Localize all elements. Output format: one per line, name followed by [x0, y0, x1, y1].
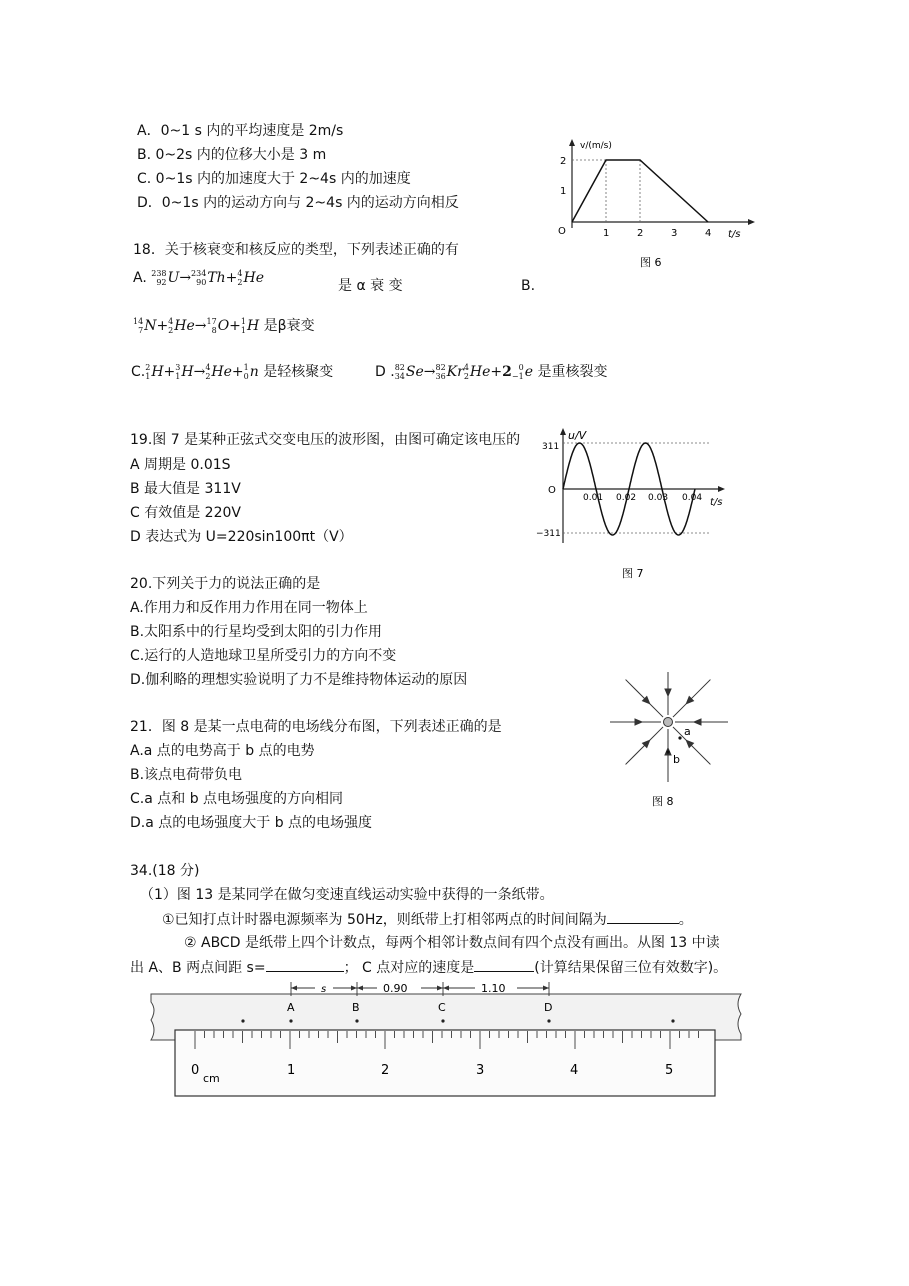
q18-b-desc: 是β衰变	[263, 318, 315, 334]
q19-option-c: C 有效值是 220V	[130, 505, 241, 521]
point-b-label: b	[673, 753, 680, 766]
q19-option-d: D 表达式为 U=220sin100πt（V）	[130, 529, 353, 545]
q19-option-b: B 最大值是 311V	[130, 481, 241, 497]
q17-option-c: C. 0~1s 内的加速度大于 2~4s 内的加速度	[137, 171, 411, 187]
ruler-label-0: 0	[191, 1063, 200, 1078]
q34-sub1	[162, 909, 693, 930]
q21-option-c: C.a 点和 b 点电场强度的方向相同	[130, 791, 344, 807]
q34-sub2b-mid: ； C 点对应的速度是	[343, 960, 475, 976]
q21-option-a: A.a 点的电势高于 b 点的电势	[130, 743, 315, 759]
q18-option-d	[375, 362, 607, 388]
tape-point-a: A	[287, 1001, 295, 1014]
ac-ymax: 311	[542, 442, 560, 452]
ruler-label-4: 4	[570, 1063, 579, 1078]
q19-stem: 19.图 7 是某种正弦式交变电压的波形图，由图可确定该电压的	[130, 432, 521, 448]
q21-stem: 21．图 8 是某一点电荷的电场线分布图，下列表述正确的是	[130, 719, 502, 735]
ruler-unit: cm	[203, 1072, 220, 1085]
q34-part1: （1）图 13 是某同学在做匀变速直线运动实验中获得的一条纸带。	[140, 887, 554, 903]
figure-6-caption: 图 6	[640, 256, 662, 269]
vt-xtick-2: 2	[637, 228, 644, 239]
point-charge	[664, 718, 673, 727]
vt-xtick-4: 4	[705, 228, 712, 239]
q18-option-c	[131, 362, 333, 388]
ruler-label-3: 3	[476, 1063, 485, 1078]
field-line-arrow	[665, 689, 671, 696]
field-line	[673, 680, 710, 717]
ac-xtick-4: 0.04	[682, 493, 703, 503]
q34-sub2b-end: (计算结果保留三位有效数字)。	[534, 960, 728, 976]
ac-xlabel: t/s	[710, 497, 723, 508]
ac-xtick-2: 0.02	[616, 493, 637, 503]
q18-b-label: B.	[521, 278, 536, 294]
figure-7-caption: 图 7	[622, 567, 644, 580]
vt-origin: O	[558, 226, 566, 237]
tape-label-bc: 0.90	[383, 982, 408, 995]
q18-c-equation: 2 1H+3 1H→4 2He+1 0n	[145, 363, 259, 381]
point-a-label: a	[684, 725, 691, 738]
ac-xtick-1: 0.01	[583, 493, 604, 503]
q34-sub2b-pre: 出 A、B 两点间距 s=	[130, 960, 266, 976]
point-b-dot	[666, 750, 669, 753]
vt-xtick-3: 3	[671, 228, 678, 239]
vt-xtick-1: 1	[603, 228, 610, 239]
q18-option-a	[133, 268, 264, 294]
q19-option-a: A 周期是 0.01S	[130, 457, 231, 473]
tape-point-c: C	[438, 1001, 446, 1014]
q34-sub1-end: 。	[678, 912, 693, 928]
q34-sub1-text: ①已知打点计时器电源频率为 50Hz，则纸带上打相邻两点的时间间隔为	[162, 912, 607, 928]
figure-8-field-lines	[610, 672, 736, 812]
ruler-label-1: 1	[287, 1063, 296, 1078]
tape-point-d: D	[544, 1001, 553, 1014]
ruler-label-2: 2	[381, 1063, 390, 1078]
ac-xtick-3: 0.03	[648, 493, 669, 503]
q34-sub2b	[130, 957, 727, 978]
q34-title: 34.(18 分)	[130, 863, 200, 879]
q18-a-equation: 238 92U→234 90Th+4 2He	[151, 269, 265, 287]
q18-a-desc: 是 α 衰 变	[338, 278, 403, 294]
q20-option-b: B.太阳系中的行星均受到太阳的引力作用	[130, 624, 383, 640]
ruler	[175, 1030, 715, 1096]
q20-option-d: D.伽利略的理想实验说明了力不是维持物体运动的原因	[130, 672, 468, 688]
figure-6-vt-graph	[552, 138, 757, 274]
q18-c-desc: 是轻核聚变	[263, 364, 334, 380]
ac-origin: O	[548, 485, 556, 496]
q18-c-label: C.	[131, 364, 146, 380]
vt-ylabel: v/(m/s)	[580, 141, 612, 151]
q18-d-desc: 是重核裂变	[537, 364, 608, 380]
answer-blank-distance[interactable]	[266, 957, 344, 972]
q18-stem: 18．关于核衰变和核反应的类型，下列表述正确的有	[133, 242, 459, 258]
q18-d-equation: 82 34Se→82 36Kr4 2He+2 0 −1e	[394, 363, 533, 381]
figure-13-paper-tape	[145, 978, 755, 1100]
vt-xlabel: t/s	[728, 229, 741, 240]
answer-blank-velocity[interactable]	[474, 957, 534, 972]
q20-option-c: C.运行的人造地球卫星所受引力的方向不变	[130, 648, 397, 664]
tape-label-s: s	[321, 984, 327, 995]
q17-option-b: B. 0~2s 内的位移大小是 3 m	[137, 147, 327, 163]
q17-option-d: D．0~1s 内的运动方向与 2~4s 内的运动方向相反	[137, 195, 459, 211]
q18-a-label: A.	[133, 270, 147, 286]
ac-ymin: −311	[536, 529, 561, 539]
q18-b-equation: 14 7N+4 2He→17 8O+1 1H	[133, 317, 260, 335]
vt-ytick-1: 1	[560, 186, 567, 197]
field-line	[626, 680, 663, 717]
q18-option-b	[133, 316, 315, 342]
field-line-arrow	[694, 719, 701, 725]
figure-7-ac-waveform	[530, 425, 735, 585]
point-a-dot	[678, 736, 681, 739]
tape-label-cd: 1.10	[481, 982, 506, 995]
ac-ylabel: u/V	[568, 429, 587, 442]
q20-option-a: A.作用力和反作用力作用在同一物体上	[130, 600, 368, 616]
vt-ytick-2: 2	[560, 156, 567, 167]
q21-option-d: D.a 点的电场强度大于 b 点的电场强度	[130, 815, 373, 831]
answer-blank-interval[interactable]	[607, 909, 679, 924]
q20-stem: 20.下列关于力的说法正确的是	[130, 576, 321, 592]
tape-point-b: B	[352, 1001, 360, 1014]
q17-option-a: A．0~1 s 内的平均速度是 2m/s	[137, 123, 344, 139]
q18-d-label: D .	[375, 364, 395, 380]
field-line	[626, 727, 663, 764]
figure-8-caption: 图 8	[652, 795, 674, 808]
field-line-arrow	[635, 719, 642, 725]
q21-option-b: B.该点电荷带负电	[130, 767, 243, 783]
ruler-label-5: 5	[665, 1063, 674, 1078]
q34-sub2: ② ABCD 是纸带上四个计数点，每两个相邻计数点间有四个点没有画出。从图 13 中读	[184, 935, 720, 951]
